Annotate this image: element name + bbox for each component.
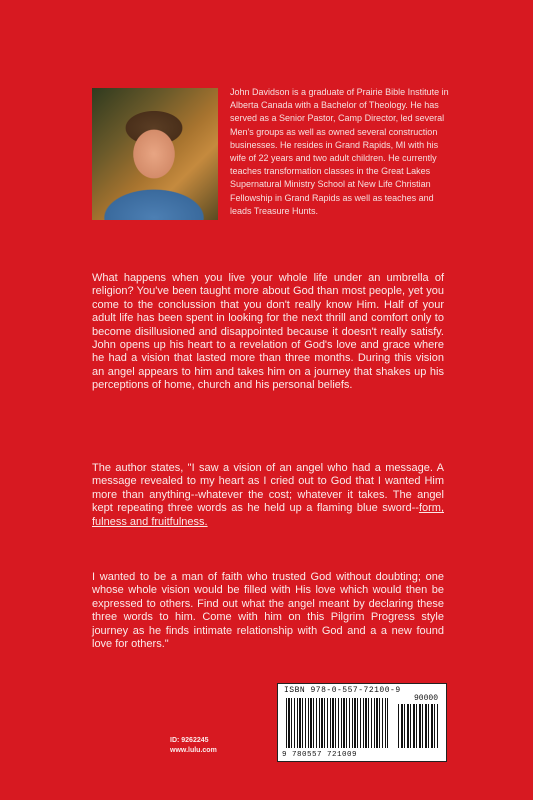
description-paragraph-3: I wanted to be a man of faith who trusted God without doubting; one whose whole vision would be filled with His love which would then be expressed to others. Find out what the angel meant by declaring these three words to him. Come with him on this Pilgrim Progress style journey as he finds intimate relationship with God and a a new found love for others.": [92, 571, 444, 651]
publisher-site: www.lulu.com: [170, 747, 217, 754]
isbn-top-text: ISBN 978-0-557-72100-9: [284, 686, 401, 695]
price-code: 90000: [413, 694, 438, 703]
publisher-info: [170, 736, 217, 756]
description-paragraph-1: What happens when you live your whole life under an umbrella of religion? You've been taught more about God than most people, yet you come to the conclussion that you don't really know Him. Half of your adult life has been spent in looking for the next thrill and comfort only to become disillusioned and disappointed because it doesn't really satisfy. John opens up his heart to a revelation of God's love and grace where he had a vision that lasted more than three months. During this vision an angel appears to him and takes him on a journey that shakes up his perceptions of home, church and his personal beliefs.: [92, 272, 444, 392]
author-bio: John Davidson is a graduate of Prairie Bible Institute in Alberta Canada with a Bachelor of Theology. He has served as a Senior Pastor, Camp Director, led several Men's groups as well as owned several construction businesses. He resides in Grand Rapids, MI with his wife of 22 years and two adult children. He currently teaches transformation classes in the Great Lakes Supernatural Ministry School at New Life Christian Fellowship in Grand Rapids as well as teaches and leads Treasure Hunts.: [230, 87, 449, 216]
barcode-bars: [286, 698, 388, 748]
publisher-id: ID: 9262245: [170, 737, 209, 744]
description-paragraph-2: [92, 462, 444, 529]
quote-text: The author states, "I saw a vision of an angel who had a message. A message revealed to my heart as I cried out to God that I wanted Him more than anything--whatever the cost; whatever it takes. The angel kept repeating three words as he held up a flaming blue sword--: [92, 462, 444, 515]
isbn-barcode: [277, 683, 447, 762]
price-barcode-bars: [398, 704, 438, 748]
author-photo: [92, 88, 218, 220]
three-words: form, fulness and fruitfulness.: [92, 502, 444, 528]
isbn-bottom-text: 9 780557 721009: [282, 751, 358, 759]
